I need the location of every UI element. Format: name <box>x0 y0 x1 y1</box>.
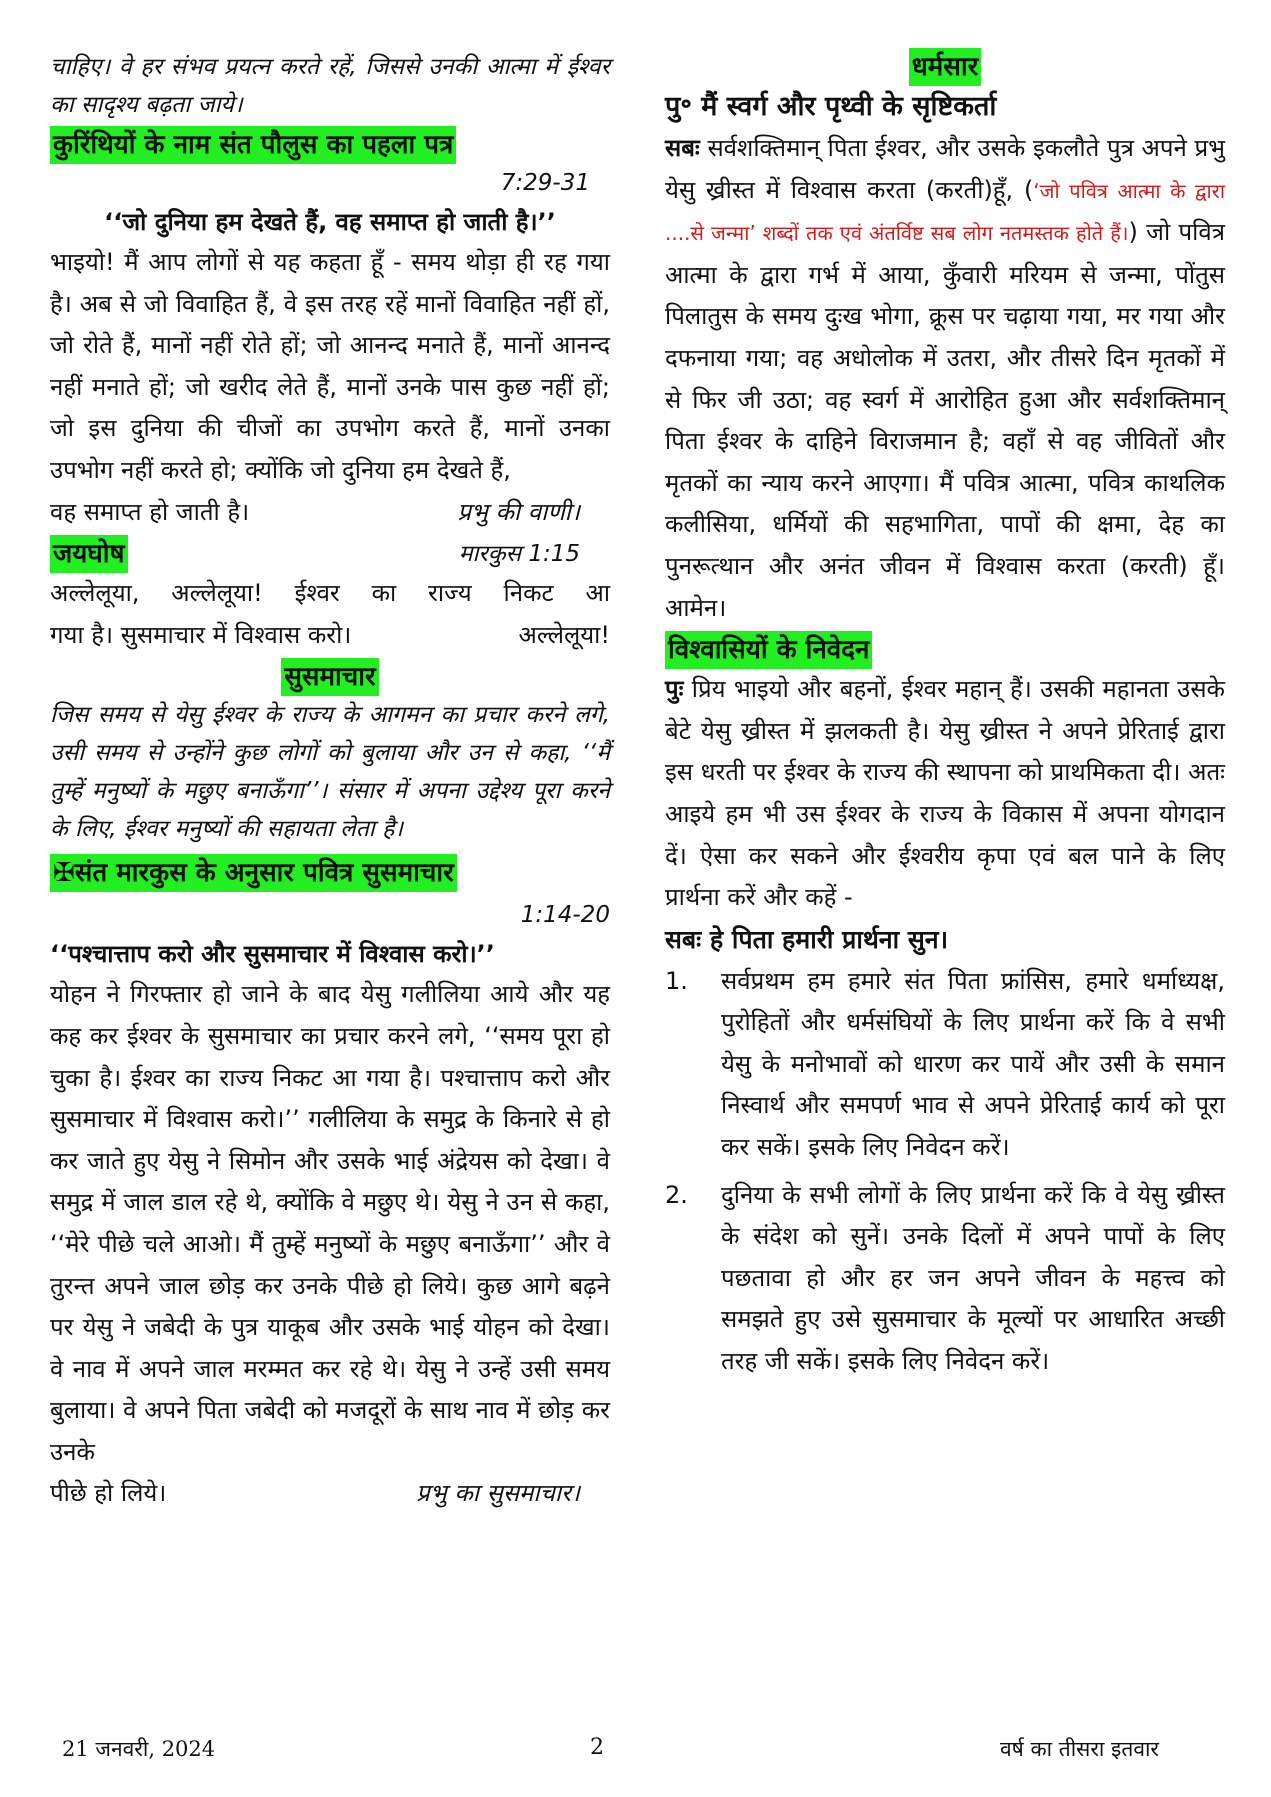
prayers-header <box>665 631 1225 669</box>
prayers-priest-label: पुः <box>665 675 684 704</box>
gospel-heading-label: संत मारकुस के अनुसार पवित्र सुसमाचार <box>74 858 454 889</box>
acclamation-last-line: गया है। सुसमाचार में विश्वास करो। <box>50 620 352 649</box>
creed-priest-line: पु॰ मैं स्वर्ग और पृथ्वी के सृष्टिकर्ता <box>665 91 997 122</box>
gospel-sign: प्रभु का सुसमाचार। <box>416 1479 580 1508</box>
prayer-item-number: 2. <box>665 1180 688 1209</box>
acclamation-text: अल्लेलूया, अल्लेलूया! ईश्वर का राज्य निकट आ <box>50 579 610 608</box>
acclamation-header <box>50 535 610 573</box>
creed-red-note: ‘जो पवित्र आत्मा के द्वारा ....से जन्मा’ शब्दों तक एवं अंतर्विष्ट सब लोग नतमस्तक होते हैं। <box>665 178 1226 246</box>
gospel-last-line: पीछे हो लिये। <box>50 1479 167 1508</box>
creed-text <box>665 128 1225 629</box>
creed-header <box>665 48 1225 86</box>
reading-text: भाइयो! मैं आप लोगों से यह कहता हूँ - समय थोड़ा ही रह गया है। अब से जो विवाहित हैं, वे इस तरह रहें मानों विवाहित नहीं हों, जो रोते हैं, मानों नहीं रोते हों; जो आनन्द मनाते हैं, मानों आनन्द नहीं मनाते हों; जो खरीद लेते हैं, मानों उनके पास कुछ नहीं हों; जो इस दुनिया की चीजों का उपभोग करते हैं, मानों उनका उपभोग नहीं करते हो; क्योंकि जो दुनिया हम देखते हैं, <box>50 248 610 484</box>
intro-text: चाहिए। वे हर संभव प्रयत्न करते रहें, जिससे उनकी आत्मा में ईश्वर का सादृश्य बढ़ता जाये। <box>50 54 610 118</box>
prayer-item-text: दुनिया के सभी लोगों के लिए प्रार्थना करें कि वे येसु ख्रीस्त के संदेश को सुनें। उनके दिलों में अपने पापों के लिए पछतावा हो और हर जन अपने जीवन के महत्त्व को समझते हुए उसे सुसमाचार के मूल्यों पर आधारित अच्छी तरह जी सकें। इसके लिए निवेदन करें। <box>721 1180 1225 1376</box>
reading-heading-label: कुरिंथियों के नाम संत पौलुस का पहला पत्र <box>50 126 456 164</box>
gospel-intro-header <box>50 658 610 696</box>
reading-heading <box>50 126 610 164</box>
prayer-item <box>665 961 1225 1169</box>
prayer-item-text: सर्वप्रथम हम हमारे संत पिता फ्रांसिस, हमारे धर्माध्यक्ष, पुरोहितों और धर्मसंघियों के लिए प्रार्थना करें कि वे सभी येसु के मनोभावों को धारण कर पायें और उसी के समान निस्वार्थ और समपर्ण भाव से अपने प्रेरिताई कार्य को पूरा कर सकें। इसके लिए निवेदन करें। <box>721 966 1225 1162</box>
prayer-item-number: 1. <box>665 966 688 995</box>
footer-page-number: 2 <box>590 1735 604 1760</box>
gospel-heading <box>50 854 457 892</box>
prayers-priest-text: प्रिय भाइयो और बहनों, ईश्वर महान् हैं। उसकी महानता उसके बेटे येसु ख्रीस्त में झलकती है। येसु ख्रीस्त ने अपने प्रेरिताई द्वारा इस धरती पर ईश्वर के राज्य की स्थापना को प्राथमिकता दी। अतः आइये हम भी उस ईश्वर के राज्य के विकास में अपना योगदान दें। ऐसा कर सकने और ईश्वरीय कृपा एवं बल पाने के लिए प्रार्थना करें और कहें - <box>665 675 1225 912</box>
acclamation-closing <box>50 615 610 657</box>
reading-last-line: वह समाप्त हो जाती है। <box>50 497 250 526</box>
creed-heading: धर्मसार <box>909 48 981 86</box>
creed-text-a: सर्वशक्तिमान् पिता ईश्वर, और उसके इकलौते पुत्र अपने प्रभु येसु ख्रीस्त में विश्वास करता (करती)हूँ, ( <box>665 134 1225 204</box>
right-column <box>665 48 1225 1383</box>
prayers-heading: विश्वासियों के निवेदन <box>665 631 872 669</box>
reading-sign: प्रभु की वाणी। <box>457 497 580 526</box>
prayers-response: सबः हे पिता हमारी प्रार्थना सुन। <box>665 924 949 954</box>
footer-title: वर्ष का तीसरा इतवार <box>1000 1737 1160 1761</box>
acclamation-ref: मारकुस 1:15 <box>458 541 580 568</box>
creed-all-label: सबः <box>665 134 700 162</box>
reading-ref: 7:29-31 <box>500 170 590 196</box>
cross-icon: ✠ <box>53 858 75 889</box>
prayers-intro <box>665 669 1225 919</box>
reading-closing <box>50 492 610 534</box>
gospel-ref: 1:14-20 <box>520 902 610 929</box>
gospel-header <box>50 854 610 892</box>
reading-quote: ‘‘जो दुनिया हम देखते हैं, वह समाप्त हो जाती है।’’ <box>104 208 556 236</box>
gospel-text: योहन ने गिरफ्तार हो जाने के बाद येसु गलीलिया आये और यह कह कर ईश्वर के सुसमाचार का प्रचार करने लगे, ‘‘समय पूरा हो चुका है। ईश्वर का राज्य निकट आ गया है। पश्चात्ताप करो और सुसमाचार में विश्वास करो।’’ गलीलिया के समुद्र के किनारे से हो कर जाते हुए येसु ने सिमोन और उसके भाई अंद्रेयस को देखा। वे समुद्र में जाल डाल रहे थे, क्योंकि वे मछुए थे। येसु ने उन से कहा, ‘‘मेरे पीछे चले आओ। मैं तुम्हें मनुष्यों के मछुए बनाऊँगा’’ और वे तुरन्त अपने जाल छोड़ कर उनके पीछे हो लिये। कुछ आगे बढ़ने पर येसु ने जबेदी के पुत्र याकूब और उसके भाई योहन को देखा। वे नाव में अपने जाल मरम्मत कर रहे थे। येसु ने उन्हें उसी समय बुलाया। वे अपने पिता जबेदी को मजदूरों के साथ नाव में छोड़ कर उनके <box>50 980 610 1466</box>
creed-text-b: ) जो पवित्र आत्मा के द्वारा गर्भ में आया, कुँवारी मरियम से जन्मा, पोंतुस पिलातुस के समय दुःख भोगा, क्रूस पर चढ़ाया गया, मर गया और दफनाया गया; वह अधोलोक में उतरा, और तीसरे दिन मृतकों में से फिर जी उठा; वह स्वर्ग में आरोहित हुआ और सर्वशक्तिमान् पिता ईश्वर के दाहिने विराजमान है; वहाँ से वह जीवितों और मृतकों का न्याय करने आएगा। मैं पवित्र आत्मा, पवित्र काथलिक कलीसिया, धर्मियों की सहभागिता, पापों की क्षमा, देह का पुनरूत्थान और अनंत जीवन में विश्वास करता (करती) हूँ। आमेन। <box>665 218 1225 622</box>
gospel-intro-text: जिस समय से येसु ईश्वर के राज्य के आगमन का प्रचार करने लगे, उसी समय से उन्होंने कुछ लोगों को बुलाया और उन से कहा, ‘‘मैं तुम्हें मनुष्यों के मछुए बनाऊँगा’’। संसार में अपना उद्देश्य पूरा करने के लिए, ईश्वर मनुष्यों की सहायता लेता है। <box>50 702 610 843</box>
left-column <box>50 48 610 1515</box>
acclamation-end: अल्लेलूया! <box>518 620 610 649</box>
gospel-closing <box>50 1473 610 1515</box>
gospel-intro-heading: सुसमाचार <box>281 658 378 696</box>
prayer-list <box>665 961 1225 1383</box>
acclamation-heading: जयघोष <box>50 535 128 573</box>
footer-date: 21 जनवरी, 2024 <box>62 1737 216 1761</box>
prayer-item <box>665 1175 1225 1383</box>
gospel-quote: ‘‘पश्चात्ताप करो और सुसमाचार में विश्वास करो।’’ <box>50 940 495 969</box>
